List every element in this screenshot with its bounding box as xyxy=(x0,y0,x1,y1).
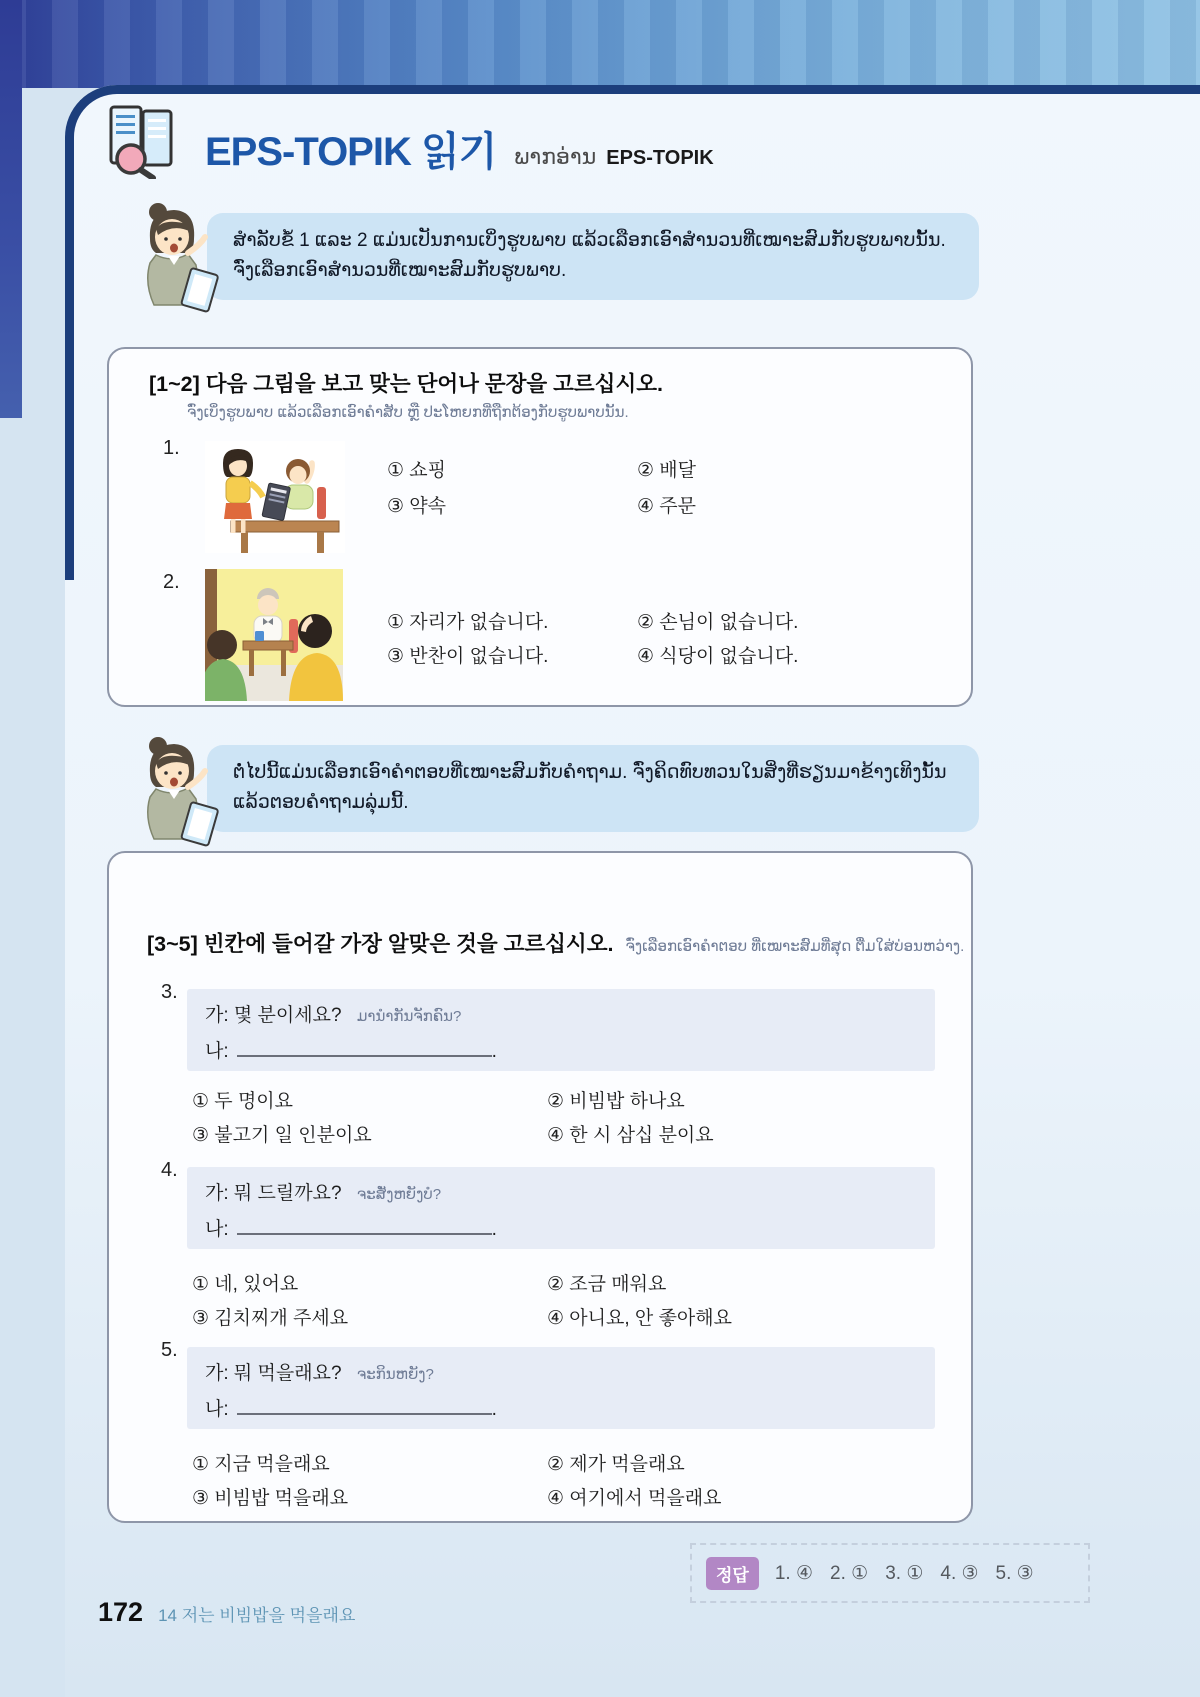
q3-answer-blank xyxy=(237,1040,492,1057)
question-box-1-2 xyxy=(107,347,973,707)
section2-title-korean: [3~5] 빈칸에 들어갈 가장 알맞은 것을 고르십시오. xyxy=(147,932,614,956)
reading-book-icon xyxy=(103,101,179,184)
page-footer xyxy=(98,1597,355,1628)
content-card xyxy=(65,85,1200,1697)
q2-option-3: ③ 반찬이 없습니다. xyxy=(387,646,549,667)
q1-option-1: ① 쇼핑 xyxy=(387,460,447,481)
question-1-number: 1. xyxy=(163,437,180,459)
teacher-note-2-line2: ແລ້ວຕອບຄຳຖາມລຸ່ມນີ້. xyxy=(233,792,409,814)
question-4-dialogue-panel xyxy=(187,1167,935,1249)
q4-option-4: ④ 아니요, 안 좋아해요 xyxy=(547,1308,732,1329)
q5-question-korean: 뭐 먹을래요? xyxy=(233,1363,342,1384)
q3-option-1: ① 두 명이요 xyxy=(192,1091,294,1112)
q5-period: . xyxy=(491,1399,497,1420)
answer-key-box xyxy=(690,1543,1090,1603)
q4-answer-blank xyxy=(237,1218,492,1235)
q3-speaker-b: 나: xyxy=(205,1041,229,1062)
answer-4: 4. ③ xyxy=(940,1562,979,1584)
q5-line-a xyxy=(205,1358,935,1385)
question-box-3-5 xyxy=(107,851,973,1523)
question-4-number: 4. xyxy=(161,1159,178,1181)
question-2-number: 2. xyxy=(163,571,180,593)
question-2-illustration xyxy=(205,569,343,706)
q1-option-3: ③ 약속 xyxy=(387,496,447,517)
header-gradient-band xyxy=(0,0,1200,88)
answer-3: 3. ① xyxy=(885,1562,924,1584)
q4-option-2: ② 조금 매워요 xyxy=(547,1274,667,1295)
page-number: 172 xyxy=(98,1597,144,1627)
q3-option-2: ② 비빔밥 하나요 xyxy=(547,1091,685,1112)
q3-line-b xyxy=(205,1036,935,1063)
q3-question-lao: ມານຳກັນຈັກຄົນ? xyxy=(356,1008,462,1025)
section1-subtitle-lao: ຈົ່ງເບິ່ງຮູບພາບ ແລ້ວເລືອກເອົາຄຳສັບ ຫຼື ປະໂຫຍກທີ່ຖືກຕ້ອງກັບຮູບພາບນັ້ນ. xyxy=(187,404,629,421)
teacher-note-1 xyxy=(207,213,979,300)
q3-line-a xyxy=(205,1000,935,1027)
q4-period: . xyxy=(491,1219,497,1240)
q1-option-4: ④ 주문 xyxy=(637,496,697,517)
q5-question-lao: ຈະກິນຫຍັງ? xyxy=(356,1366,434,1383)
teacher-note-2-line1: ຕໍ່ໄປນີ້ແມ່ນເລືອກເອົາຄຳຕອບທີ່ເໝາະສົມກັບຄຳຖາມ. ຈົ່ງຄິດທົບທວນໃນສິ່ງທີ່ຮຽນມາຂ້າງເທິງນັ້ນ xyxy=(233,762,947,783)
q4-line-a xyxy=(205,1178,935,1205)
section2-title xyxy=(147,927,964,958)
q2-option-2: ② 손님이 없습니다. xyxy=(637,612,799,633)
answer-5: 5. ③ xyxy=(995,1562,1034,1584)
q2-option-4: ④ 식당이 없습니다. xyxy=(637,646,799,667)
answer-1: 1. ④ xyxy=(774,1562,814,1584)
q4-question-korean: 뭐 드릴까요? xyxy=(233,1183,342,1204)
q5-option-1: ① 지금 먹을래요 xyxy=(192,1454,330,1475)
lesson-subtitle-lao: ພາກອ່ານ xyxy=(514,144,597,169)
q4-line-b xyxy=(205,1214,935,1241)
answer-2: 2. ① xyxy=(830,1562,869,1584)
q4-speaker-b: 나: xyxy=(205,1219,229,1240)
teacher-note-1-line1: ສຳລັບຂໍ້ 1 ແລະ 2 ແມ່ນເປັນການເບິ່ງຮູບພາບ ແລ້ວເລືອກເອົາສຳນວນທີ່ເໝາະສົມກັບຮູບພາບນັ້ນ. xyxy=(233,230,946,251)
q4-question-lao: ຈະສັ່ງຫຍັງບໍ? xyxy=(356,1186,442,1203)
q3-option-4: ④ 한 시 삼십 분이요 xyxy=(547,1125,714,1146)
q3-speaker-a: 가: xyxy=(205,1005,229,1026)
question-5-number: 5. xyxy=(161,1339,178,1361)
q5-option-4: ④ 여기에서 먹을래요 xyxy=(547,1488,722,1509)
answer-key-items xyxy=(775,1562,1034,1585)
answer-key-badge: 정답 xyxy=(706,1557,759,1590)
q4-speaker-a: 가: xyxy=(205,1183,229,1204)
left-accent-stripe xyxy=(0,0,22,418)
lesson-subtitle-en: EPS-TOPIK xyxy=(606,147,714,169)
section2-subtitle-lao: ຈົ່ງເລືອກເອົາຄຳຕອບ ທີ່ເໝາະສົມທີ່ສຸດ ຕື່ມໃສ່ບ່ອນຫວ່າງ. xyxy=(625,938,965,955)
q5-line-b xyxy=(205,1394,935,1421)
chapter-title: 14 저는 비빔밥을 먹을래요 xyxy=(158,1606,356,1625)
question-3-number: 3. xyxy=(161,981,178,1003)
q5-option-3: ③ 비빔밥 먹을래요 xyxy=(192,1488,349,1509)
q5-speaker-b: 나: xyxy=(205,1399,229,1420)
q3-question-korean: 몇 분이세요? xyxy=(233,1005,342,1026)
question-1-illustration xyxy=(205,441,345,558)
teacher-illustration-1 xyxy=(129,199,227,315)
q2-option-1: ① 자리가 없습니다. xyxy=(387,612,549,633)
q4-option-1: ① 네, 있어요 xyxy=(192,1274,299,1295)
lesson-header xyxy=(103,101,714,184)
question-3-dialogue-panel xyxy=(187,989,935,1071)
q5-speaker-a: 가: xyxy=(205,1363,229,1384)
teacher-note-1-line2: ຈົ່ງເລືອກເອົາສຳນວນທີ່ເໝາະສົມກັບຮູບພາບ. xyxy=(233,260,567,282)
q3-option-3: ③ 불고기 일 인분이요 xyxy=(192,1125,372,1146)
teacher-illustration-2 xyxy=(129,733,227,849)
q3-period: . xyxy=(491,1041,497,1062)
section1-title: [1~2] 다음 그림을 보고 맞는 단어나 문장을 고르십시오. xyxy=(149,372,663,396)
q1-option-2: ② 배달 xyxy=(637,460,697,481)
lesson-title: EPS-TOPIK 읽기 xyxy=(205,130,497,174)
q4-option-3: ③ 김치찌개 주세요 xyxy=(192,1308,349,1329)
q5-option-2: ② 제가 먹을래요 xyxy=(547,1454,685,1475)
teacher-note-2 xyxy=(207,745,979,832)
q5-answer-blank xyxy=(237,1398,492,1415)
question-5-dialogue-panel xyxy=(187,1347,935,1429)
